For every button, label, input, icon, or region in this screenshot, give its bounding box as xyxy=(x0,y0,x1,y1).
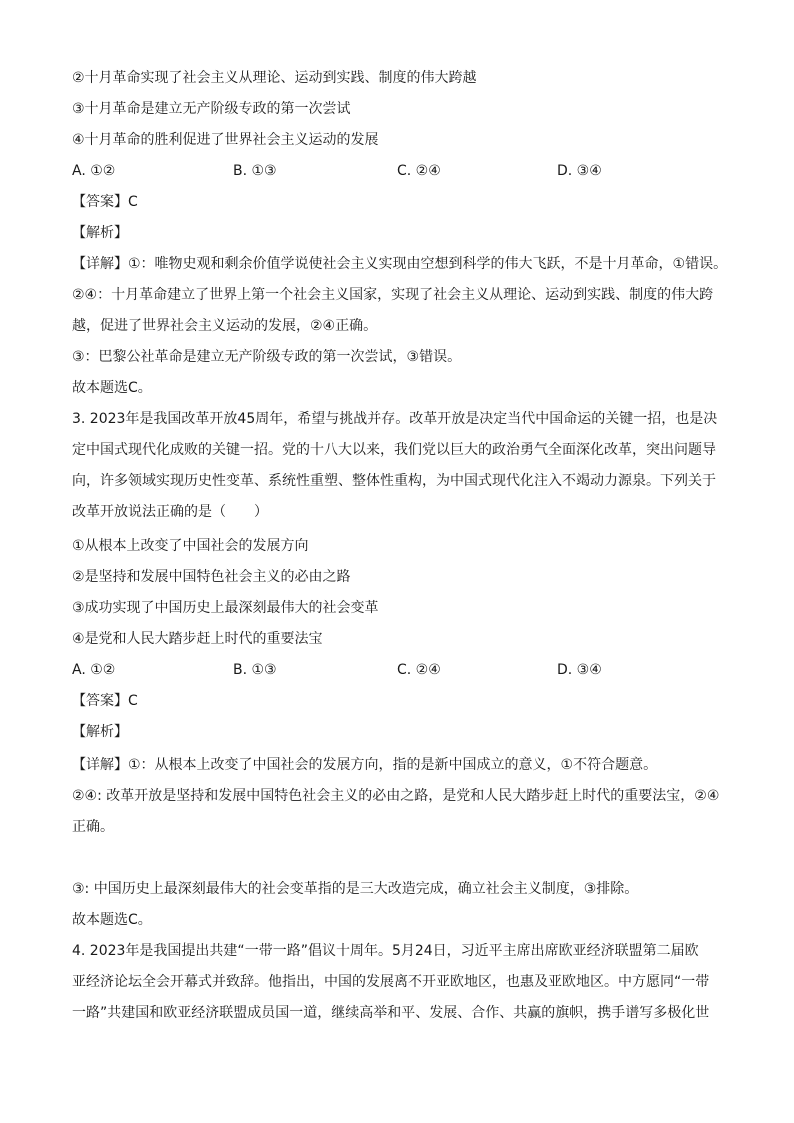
q2-detail-1: 【详解】①：唯物史观和剩余价值学说使社会主义实现由空想到科学的伟大飞跃，不是十月革命，①错误。 xyxy=(72,256,728,272)
q2-statement-3: ③十月革命是建立无产阶级专政的第一次尝试 xyxy=(72,101,351,117)
q2-analysis-label: 【解析】 xyxy=(72,225,128,241)
q3-detail-2b: 正确。 xyxy=(72,819,114,835)
q2-conclusion: 故本题选C。 xyxy=(72,380,152,396)
q3-conclusion: 故本题选C。 xyxy=(72,912,152,928)
q4-stem-1: 4. 2023年是我国提出共建“一带一路”倡议十周年。5月24日，习近平主席出席欧亚经济联盟第二届欧 xyxy=(72,943,699,959)
q2-option-d: D. ③④ xyxy=(557,163,602,179)
q3-analysis-label: 【解析】 xyxy=(72,724,128,740)
q3-detail-3: ③: 中国历史上最深刻最伟大的社会变革指的是三大改造完成，确立社会主义制度，③排除。 xyxy=(72,881,639,897)
q3-statement-1: ①从根本上改变了中国社会的发展方向 xyxy=(72,538,309,554)
q3-option-a: A. ①② xyxy=(72,662,116,678)
q3-answer: 【答案】C xyxy=(72,693,138,709)
q2-detail-2b: 越，促进了世界社会主义运动的发展，②④正确。 xyxy=(72,318,378,334)
q2-option-a: A. ①② xyxy=(72,163,116,179)
q3-statement-3: ③成功实现了中国历史上最深刻最伟大的社会变革 xyxy=(72,600,379,616)
q3-option-b: B. ①③ xyxy=(233,662,277,678)
q3-stem-2: 定中国式现代化成败的关键一招。党的十八大以来，我们党以巨大的政治勇气全面深化改革，突出问题导 xyxy=(72,442,716,458)
q3-statement-2: ②是坚持和发展中国特色社会主义的必由之路 xyxy=(72,569,351,585)
q4-stem-3: 一路”共建国和欧亚经济联盟成员国一道，继续高举和平、发展、合作、共赢的旗帜，携手谱写多极化世 xyxy=(72,1005,710,1021)
q3-option-c: C. ②④ xyxy=(397,662,441,678)
q3-statement-4: ④是党和人民大踏步赶上时代的重要法宝 xyxy=(72,631,323,647)
q4-stem-2: 亚经济论坛全会开幕式并致辞。他指出，中国的发展离不开亚欧地区，也惠及亚欧地区。中方愿同“一带 xyxy=(72,974,710,990)
q2-detail-3: ③：巴黎公社革命是建立无产阶级专政的第一次尝试，③错误。 xyxy=(72,349,462,365)
q2-option-c: C. ②④ xyxy=(397,163,441,179)
q2-statement-2: ②十月革命实现了社会主义从理论、运动到实践、制度的伟大跨越 xyxy=(72,70,477,86)
q3-option-d: D. ③④ xyxy=(557,662,602,678)
q3-stem-4: 改革开放说法正确的是（ ） xyxy=(72,504,268,520)
q2-answer: 【答案】C xyxy=(72,194,138,210)
q3-detail-1: 【详解】①：从根本上改变了中国社会的发展方向，指的是新中国成立的意义，①不符合题意。 xyxy=(72,757,658,773)
q2-option-b: B. ①③ xyxy=(233,163,277,179)
q3-stem-3: 向，许多领域实现历史性变革、系统性重塑、整体性重构，为中国式现代化注入不竭动力源泉。下列关于 xyxy=(72,473,716,489)
q3-detail-2a: ②④: 改革开放是坚持和发展中国特色社会主义的必由之路，是党和人民大踏步赶上时代的重要法宝，②④ xyxy=(72,788,720,804)
q2-statement-4: ④十月革命的胜利促进了世界社会主义运动的发展 xyxy=(72,132,379,148)
q2-detail-2a: ②④：十月革命建立了世界上第一个社会主义国家，实现了社会主义从理论、运动到实践、制度的伟大跨 xyxy=(72,287,714,303)
q3-stem-1: 3. 2023年是我国改革开放45周年，希望与挑战并存。改革开放是决定当代中国命运的关键一招，也是决 xyxy=(72,411,718,427)
